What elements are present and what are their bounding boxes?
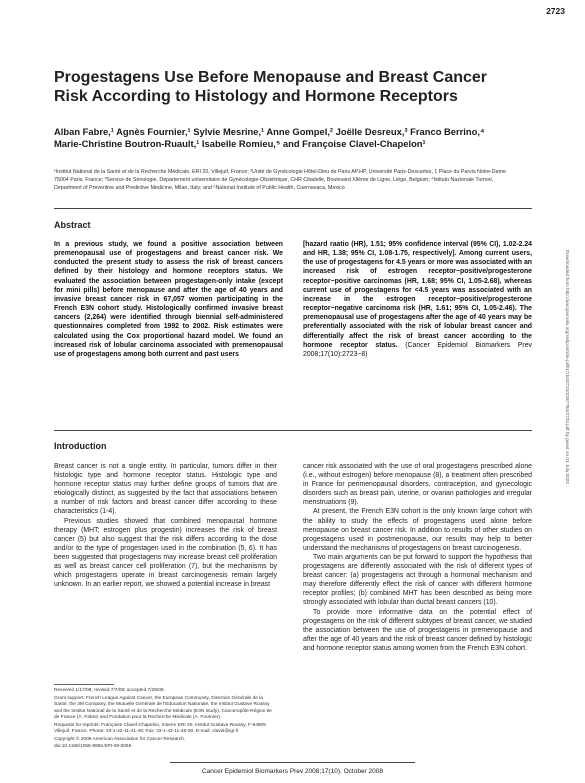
intro-paragraph: At present, the French E3N cohort is the only known large cohort with the ability to study the effects of progestagens used alone before menopause on breast cancer risk. In addition to results of other studies on progestagens used in postmenopause, our results may help to better understand the mechanisms of progestagens on breast carcinogenesis. (303, 508, 532, 552)
intro-paragraph: To provide more informative data on the potential effect of progestagens on the risk of different subtypes of breast cancer, we studied the association between the use of progestagens in premenopause and after the age of 40 years and the risk of breast cancer defined by histologic and hormone receptor status among women from the French E3N cohort. (303, 608, 532, 652)
affiliations: ¹Institut National de la Santé et de la Recherche Médicale, ERI 20, Villejuif, France; ²Unité de Gynécologie Hôtel-Dieu de Paris AP.HP, Université Paris-Descartes, 1 Place du Parvis Notre-Dame 75004 Paris, France; ³Service de Sénologie, Département universitaire de Gynécologie-Obstétrique, CHR Citadelle, Boulevard Xllème de Ligne, Liège, Belgium; ⁴Istituto Nazionale Tumori, Department of Preventive and Predictive Medicine, Milan, Italy; and ⁵National Institute of Public Health, Cuernavaca, Mexico (54, 169, 506, 191)
intro-paragraph: Breast cancer is not a single entity. In particular, tumors differ in their histologic type and hormone receptor status. Histologic type and hormone receptor status may further define groups of tumors that are etiologically distinct, as suggested by the fact that associations between a number of risk factors and breast cancer differ according to these characteristics (1-4). (54, 463, 277, 516)
footnote-rule (54, 684, 114, 685)
intro-paragraph: Previous studies showed that combined menopausal hormone therapy (MHT; estrogen plus progestin) increases the risk of breast cancer (5) but also suggest that the risk differs according to the dose and/or to the type of progestagen used in the combination (5, 6). It has been suggested that progestagens may increase breast cell proliferation as well as breast cancer cell proliferation (7), but the mechanisms by which progestagens operate in breast carcinogenesis remain largely unknown. In an earlier report, we showed a potential increase in breast (54, 517, 277, 589)
intro-paragraph: Two main arguments can be put forward to support the hypothesis that progestagens are differently associated with the risk of different types of breast cancer: (a) progestagens act through a hormonal mechanism and may therefore differently effect the risk of cancer with different hormone receptor profiles; (b) combined MHT has been described as being more strongly associated with lobular than ductal breast cancers (10). (303, 553, 532, 607)
footnote-grant: Grant support: French League Against Cancer, the European Community, Direction Générale de la Santé, the 3M Company, the Mutuelle Générale de l'Education Nationale, the Institut Gustave Roussy and the Institut National de la Santé et de la Recherche Médicale (E3N study), Canceropôle-Région Ile de France (A. Fabre) and Fondation pour la Recherche Médicale (A. Fournier). (54, 695, 272, 720)
download-watermark-text: Downloaded from http://aacrjournals.org/cebp/article-pdf/17/10/2723/2287784/2723.pdf by guest on 01 July 2022 (565, 250, 570, 485)
introduction-left-column (54, 462, 277, 589)
footnote-reprints: Requests for reprints: Françoise Clavel-Chapelon, Inserm ERI 20, Institut Gustave Roussy, F-94805 Villejuif, France. Phone: 33-1-42-11-41-48; Fax: 33-1-42-11-40-00. E-mail: clavel@igr.fr (54, 722, 266, 734)
journal-footer: Cancer Epidemiol Biomarkers Prev 2008;17(10). October 2008 (201, 768, 383, 775)
divider-top (54, 208, 532, 209)
introduction-heading: Introduction (54, 441, 107, 451)
footnote-received: Received 1/17/08; revised 7/7/08; accepted 7/29/08. (54, 688, 165, 693)
download-watermark (562, 250, 572, 590)
footnote-copyright: Copyright © 2008 American Association for Cancer Research. (54, 736, 186, 742)
citation: (Cancer Epidemiol Biomarkers Prev 2008;17(10):2723−8) (303, 341, 532, 358)
abstract-heading: Abstract (54, 220, 91, 230)
abstract-right-column (303, 240, 532, 359)
page-number: 2723 (546, 6, 565, 16)
divider-middle (54, 430, 532, 431)
abstract-right-text: [hazard raatio (HR), 1.51; 95% confidence interval (95% CI), 1.02-2.24 and HR, 1.38; 95% CI, 1.08-1.75, respectively]. Among current users, the use of progestagens for 4.5 years or more was associated with an increased risk of estrogen receptor−positive/progesterone receptor−positive carcinomas (HR, 1.68; 95% CI, 1.05-2.68), whereas current use of progestagens for <4.5 years was associated with an increase in the estrogen receptor−positive/progesterone receptor−negative carcinoma risk (HR, 1.61; 95% CI, 1.05-2.46). The premenopausal use of progestagens after the age of 40 years may be preferentially associated with the risk of lobular breast cancer and differentially affect the risk of breast cancer according to the hormone receptor status. (303, 241, 532, 349)
author-list: Alban Fabre,¹ Agnès Fournier,¹ Sylvie Mesrine,¹ Anne Gompel,² Joëlle Desreux,³ Franco Berrino,⁴ Marie-Christine Boutron-Ruault,¹ Isabelle Romieu,⁵ and Françoise Clavel-Chapelon¹ (54, 126, 485, 149)
footnote-doi: doi:10.1158/1055-9965.EPI-08-0056 (54, 744, 132, 749)
intro-paragraph: cancer risk associated with the use of oral progestagens prescribed alone (i.e., without estrogen) before menopause (8), a treatment often prescribed in France for perimenopausal disorders, contraception, and gynecologic disorders such as breast pain, uterine, or ovarian pathologies and irregular menstruations (9). (303, 463, 532, 507)
introduction-right-column (303, 462, 532, 653)
footnotes (54, 688, 276, 752)
article-title: Progestagens Use Before Menopause and Breast Cancer Risk According to Histology and Hormone Receptors (54, 69, 488, 105)
divider-footer (170, 762, 415, 763)
abstract-left-column: In a previous study, we found a positive association between premenopausal use of progestagens and breast cancer risk. We conducted the present study to assess the risk of breast cancers defined by their histology and hormone receptors status. We evaluated the association between progestagen-only intake (except for mini pills) before menopause and after the age of 40 years and invasive breast cancer risk in 67,057 women participating in the French E3N cohort study. Histologically confirmed invasive breast cancers (2,264) were identified through biennial self-administered questionnaires completed from 1992 to 2002. Risk estimates were calculated using the Cox proportional hazard model. We found an increased risk of lobular carcinoma associated with premenopausal use of progestagens among both current and past users (54, 241, 283, 358)
